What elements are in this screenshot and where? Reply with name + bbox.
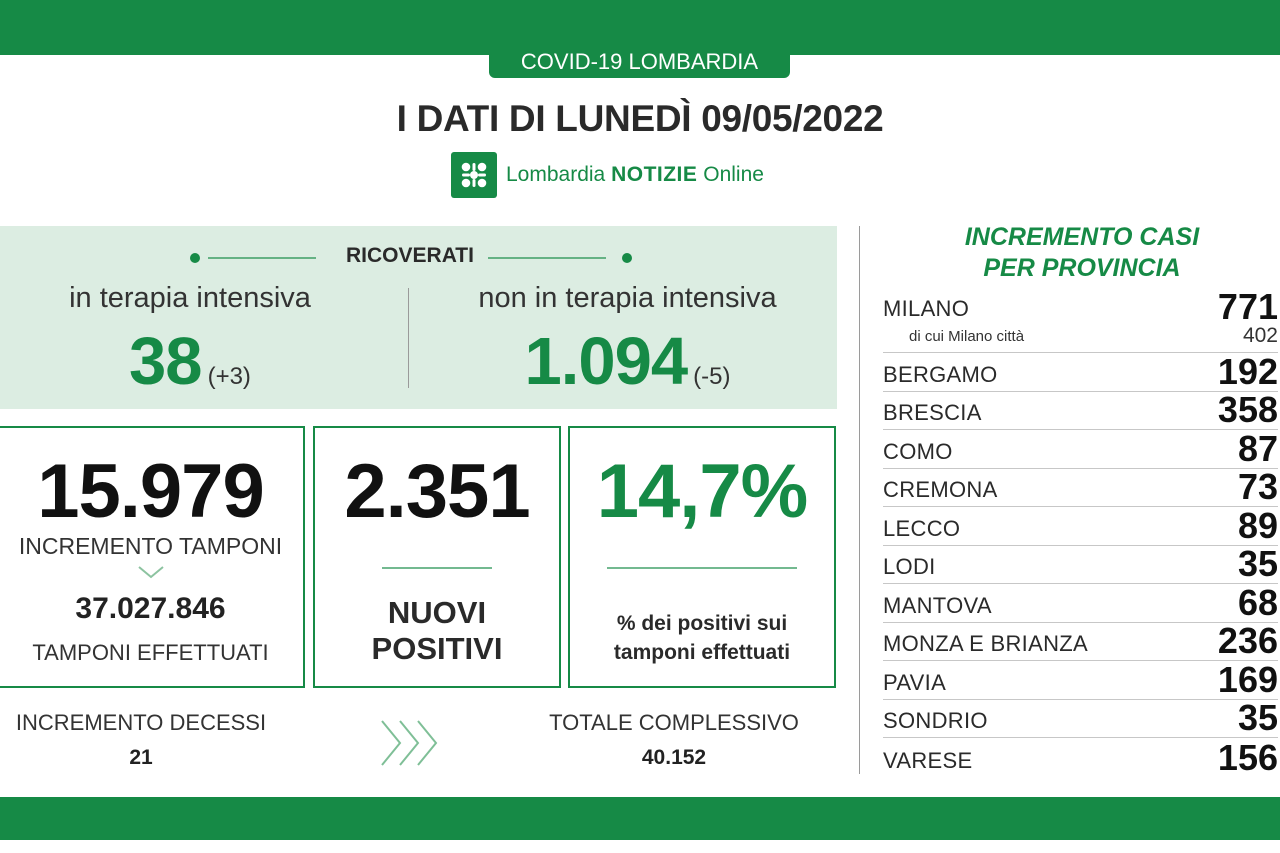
totale bbox=[530, 710, 818, 770]
tamponi-increment-label: INCREMENTO TAMPONI bbox=[18, 533, 283, 559]
province-value: 771 bbox=[1217, 286, 1278, 327]
ricoverati-header bbox=[190, 244, 630, 272]
divider bbox=[488, 257, 606, 259]
vertical-divider bbox=[859, 226, 860, 774]
milano-city-label: di cui Milano città bbox=[909, 328, 1025, 345]
province-value: 35 bbox=[1237, 697, 1278, 738]
list-item bbox=[883, 427, 1278, 469]
dot-icon bbox=[190, 253, 200, 263]
divider bbox=[382, 567, 492, 569]
ricoverati-title: RICOVERATI bbox=[346, 244, 474, 267]
divider bbox=[607, 567, 797, 569]
province-name: VARESE bbox=[883, 747, 973, 773]
chevrons-right-icon bbox=[378, 717, 444, 774]
province-name: BERGAMO bbox=[883, 361, 998, 387]
province-value: 236 bbox=[1217, 620, 1278, 661]
province-title: INCREMENTO CASI PER PROVINCIA bbox=[964, 223, 1200, 282]
province-name: LODI bbox=[883, 554, 936, 579]
list-item bbox=[883, 288, 1278, 353]
province-list bbox=[883, 288, 1278, 777]
totale-value: 40.152 bbox=[641, 746, 707, 769]
province-value: 192 bbox=[1217, 350, 1278, 392]
province-name: MANTOVA bbox=[883, 592, 992, 618]
header-tag: COVID-19 LOMBARDIA bbox=[489, 46, 790, 78]
province-value: 89 bbox=[1237, 504, 1278, 546]
list-item bbox=[883, 658, 1278, 700]
brand-name: Lombardia NOTIZIE Online bbox=[506, 163, 764, 186]
province-value: 87 bbox=[1237, 427, 1278, 469]
terapia-intensiva bbox=[40, 282, 340, 400]
list-item bbox=[883, 389, 1278, 431]
page-title: I DATI DI LUNEDÌ 09/05/2022 bbox=[396, 98, 884, 139]
decessi bbox=[0, 710, 282, 770]
list-item bbox=[883, 504, 1278, 546]
non-terapia-intensiva-value: 1.094 bbox=[524, 324, 688, 399]
province-name: SONDRIO bbox=[883, 708, 988, 733]
tamponi-box bbox=[0, 426, 305, 688]
terapia-intensiva-label: in terapia intensiva bbox=[69, 282, 311, 314]
percentuale-value: 14,7% bbox=[596, 449, 808, 534]
totale-label: TOTALE COMPLESSIVO bbox=[549, 710, 799, 735]
province-name: LECCO bbox=[883, 515, 961, 541]
tamponi-total-label: TAMPONI EFFETTUATI bbox=[32, 640, 269, 665]
list-item bbox=[883, 620, 1278, 662]
positivi-box bbox=[313, 426, 561, 688]
non-terapia-intensiva-delta: (-5) bbox=[693, 363, 731, 390]
non-terapia-intensiva bbox=[445, 282, 810, 400]
province-name: MONZA E BRIANZA bbox=[883, 631, 1088, 656]
tamponi-total-value: 37.027.846 bbox=[75, 592, 226, 625]
province-name: BRESCIA bbox=[883, 400, 982, 425]
province-value: 169 bbox=[1217, 658, 1278, 700]
dot-icon bbox=[622, 253, 632, 263]
province-name: PAVIA bbox=[883, 669, 947, 695]
divider bbox=[208, 257, 316, 259]
list-item bbox=[883, 581, 1278, 623]
bottom-strip bbox=[0, 840, 1280, 853]
province-value: 35 bbox=[1237, 543, 1278, 584]
ricoverati-divider bbox=[408, 288, 409, 388]
non-terapia-intensiva-label: non in terapia intensiva bbox=[478, 282, 777, 314]
chevron-down-icon bbox=[0, 564, 303, 584]
list-item bbox=[883, 466, 1278, 508]
lombardia-rose-icon bbox=[451, 152, 497, 198]
list-item bbox=[883, 350, 1278, 392]
province-value: 358 bbox=[1217, 389, 1278, 430]
decessi-label: INCREMENTO DECESSI bbox=[15, 710, 267, 735]
tamponi-increment-value: 15.979 bbox=[37, 449, 264, 534]
terapia-intensiva-value: 38 bbox=[129, 324, 202, 399]
province-name: COMO bbox=[883, 438, 953, 464]
province-value: 156 bbox=[1217, 736, 1278, 778]
list-item bbox=[883, 543, 1278, 585]
list-item bbox=[883, 697, 1278, 739]
decessi-value: 21 bbox=[129, 746, 153, 769]
terapia-intensiva-delta: (+3) bbox=[207, 363, 251, 390]
brand-logo-group bbox=[451, 152, 764, 198]
list-item bbox=[883, 738, 1278, 777]
percentuale-label: % dei positivi sui tamponi effettuati bbox=[613, 612, 791, 664]
province-name: CREMONA bbox=[883, 477, 998, 502]
milano-city-value: 402 bbox=[1242, 324, 1278, 347]
nuovi-positivi-value: 2.351 bbox=[344, 449, 530, 534]
province-value: 73 bbox=[1237, 466, 1278, 507]
province-value: 68 bbox=[1237, 581, 1278, 623]
nuovi-positivi-label: NUOVI POSITIVI bbox=[371, 595, 503, 666]
percentuale-box bbox=[568, 426, 836, 688]
province-name: MILANO bbox=[883, 296, 970, 321]
